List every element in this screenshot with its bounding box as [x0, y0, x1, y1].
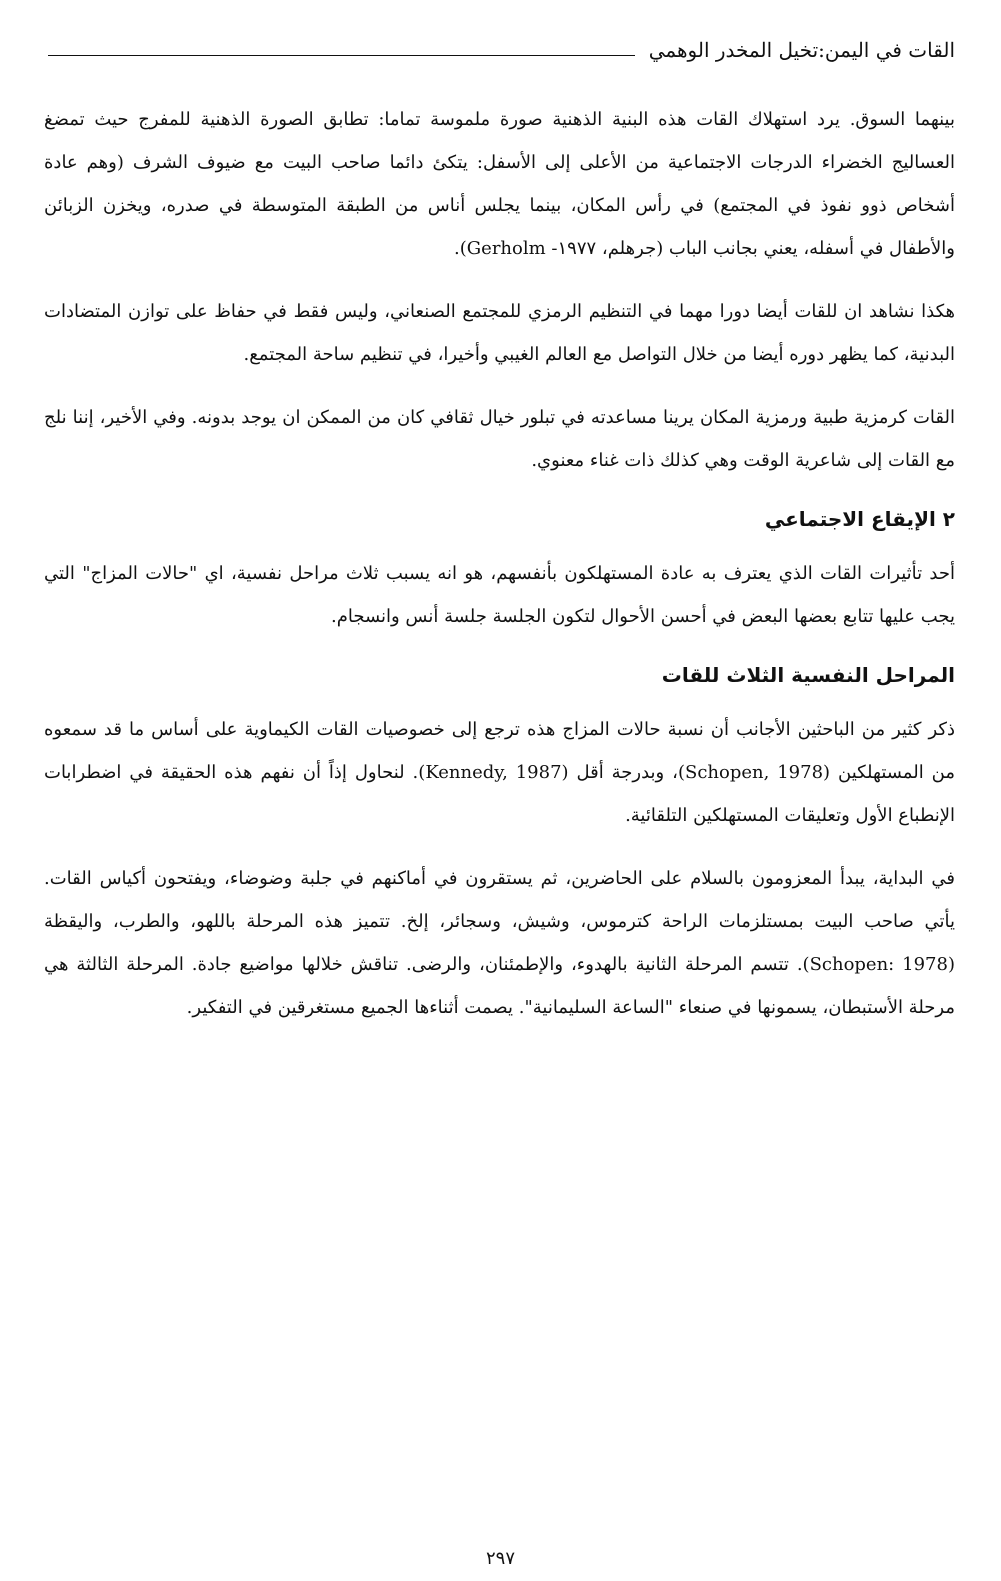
running-header [48, 30, 955, 70]
running-header-title: القات في اليمن:تخيل المخدر الوهمي [648, 38, 955, 62]
section-heading-social-rhythm: ٢ الإيقاع الاجتماعي [764, 507, 955, 531]
paragraph-3: القات كرمزية طبية ورمزية المكان يرينا مساعدته في تبلور خيال ثقافي كان من الممكن ان يوجد بدونه. وفي الأخير، إننا نلج مع القات إلى شاعرية الوقت وهي كذلك ذات غناء معنوي. [44, 407, 955, 471]
subsection-heading-three-phases: المراحل النفسية الثلاث للقات [661, 663, 955, 687]
paragraph-4: أحد تأثيرات القات الذي يعترف به عادة المستهلكون بأنفسهم، هو انه يسبب ثلاث مراحل نفسية، اي "حالات المزاج" التي يجب عليها تتابع بعضها البعض في أحسن الأحوال لتكون الجلسة جلسة أنس وانسجام. [44, 563, 955, 627]
header-rule [48, 55, 635, 56]
paragraph-2: هكذا نشاهد ان للقات أيضا دورا مهما في التنظيم الرمزي للمجتمع الصنعاني، وليس فقط في حفاظ على توازن المتضادات البدنية، كما يظهر دوره أيضا من خلال التواصل مع العالم الغيبي وأخيرا، في تنظيم ساحة المجتمع. [44, 301, 955, 365]
paragraph-5: ذكر كثير من الباحثين الأجانب أن نسبة حالات المزاج هذه ترجع إلى خصوصيات القات الكيماوية على أساس ما قد سمعوه من المستهلكين (Schopen, 1978)، وبدرجة أقل (Kennedy, 1987). لنحاول إذاً أن نفهم هذه الحقيقة في اضطرابات الإنطباع الأول وتعليقات المستهلكين التلقائية. [44, 719, 955, 826]
page-number: ٢٩٧ [485, 1548, 515, 1569]
paragraph-6: في البداية، يبدأ المعزومون بالسلام على الحاضرين، ثم يستقرون في أماكنهم في جلبة وضوضاء، ويفتحون أكياس القات. يأتي صاحب البيت بمستلزمات الراحة كترموس، وشيش، وسجائر، إلخ. تتميز هذه المرحلة باللهو، والطرب، واليقظة (Schopen: 1978). تتسم المرحلة الثانية بالهدوء، والإطمئنان، والرضى. تناقش خلالها مواضيع جادة. المرحلة الثالثة هي مرحلة الأستبطان، يسمونها في صنعاء "الساعة السليمانية". يصمت أثناءها الجميع مستغرقين في التفكير. [44, 868, 955, 1018]
paragraph-1: بينهما السوق. يرد استهلاك القات هذه البنية الذهنية صورة ملموسة تماما: تطابق الصورة الذهنية للمفرج حيث تمضغ العساليج الخضراء الدرجات الاجتماعية من الأعلى إلى الأسفل: يتكئ دائما صاحب البيت مع ضيوف الشرف (وهم عادة أشخاص ذوو نفوذ في المجتمع) في رأس المكان، بينما يجلس أناس من الطبقة المتوسطة في صدره، ويخزن الزبائن والأطفال في أسفله، يعني بجانب الباب (جرهلم، ١٩٧٧- Gerholm). [44, 109, 955, 259]
body-text [44, 98, 955, 1049]
